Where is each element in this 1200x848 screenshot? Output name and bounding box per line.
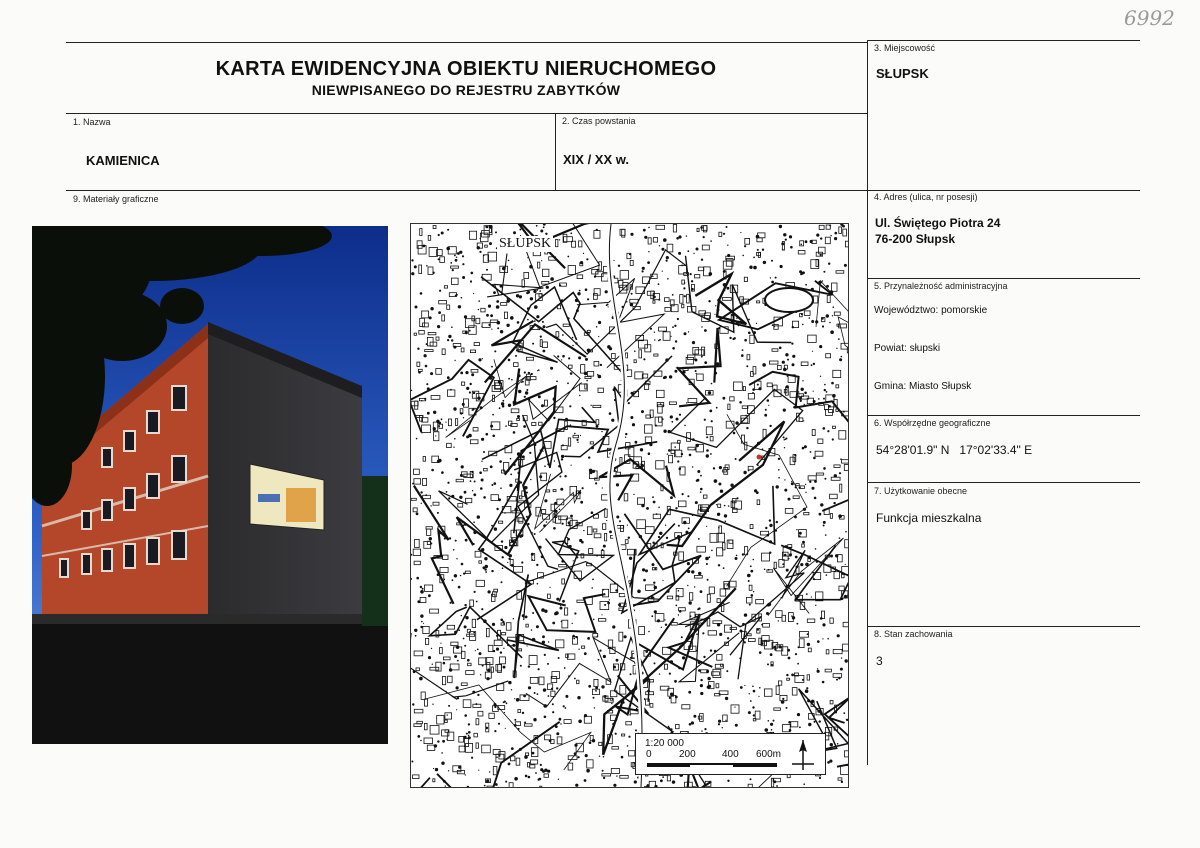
wspolrzedne-label: 6. Współrzędne geograficzne	[874, 418, 991, 428]
rule-under-admin	[868, 415, 1140, 416]
nazwa-label: 1. Nazwa	[73, 117, 111, 127]
adres-line2: 76-200 Słupsk	[875, 232, 956, 246]
scale-tick: 600m	[756, 749, 782, 760]
powiat-value: Powiat: słupski	[874, 343, 941, 354]
miejscowosc-label: 3. Miejscowość	[874, 43, 936, 53]
adres-label: 4. Adres (ulica, nr posesji)	[874, 192, 978, 202]
scale-tick: 400	[722, 749, 739, 760]
scale-tick: 0	[646, 749, 652, 760]
nazwa-value: KAMIENICA	[86, 153, 160, 168]
map-texture	[411, 224, 848, 787]
scale-ratio: 1:20 000	[645, 738, 684, 749]
przynaleznosc-label: 5. Przynależność administracyjna	[874, 281, 1008, 291]
page-title: KARTA EWIDENCYJNA OBIEKTU NIERUCHOMEGO	[215, 58, 717, 80]
scale-bar-segment	[733, 763, 777, 767]
map-place-label: SŁUPSK	[499, 236, 552, 251]
czas-powstania-label: 2. Czas powstania	[562, 116, 636, 126]
building-photo	[32, 226, 388, 744]
rule-under-name	[66, 190, 1140, 191]
rule-under-title	[66, 113, 868, 114]
rule-under-address	[868, 278, 1140, 279]
rule-top-right	[868, 40, 1140, 41]
wspolrzedne-value: 54°28'01.9" N 17°02'33.4" E	[876, 443, 1033, 457]
north-arrow-icon	[788, 738, 818, 772]
rule-vertical-name	[555, 113, 556, 190]
page-subtitle: NIEWPISANEGO DO REJESTRU ZABYTKÓW	[311, 82, 621, 98]
location-map	[410, 223, 849, 788]
uzytkowanie-label: 7. Użytkowanie obecne	[874, 486, 968, 496]
wojewodztwo-value: Województwo: pomorskie	[874, 305, 988, 316]
materialy-label: 9. Materiały graficzne	[73, 194, 159, 204]
gmina-value: Gmina: Miasto Słupsk	[874, 381, 972, 392]
map-scale	[635, 733, 826, 775]
scale-bar-segment	[647, 763, 690, 767]
location-marker	[757, 455, 762, 460]
scale-tick: 200	[679, 749, 696, 760]
rule-vertical-right	[867, 40, 868, 765]
rule-under-coords	[868, 482, 1140, 483]
uzytkowanie-value: Funkcja mieszkalna	[876, 511, 982, 525]
rule-top-left	[66, 42, 868, 43]
czas-powstania-value: XIX / XX w.	[563, 152, 629, 167]
rule-under-usage	[868, 626, 1140, 627]
miejscowosc-value: SŁUPSK	[876, 66, 929, 81]
stan-value: 3	[876, 654, 883, 668]
archive-number: 6992	[1124, 6, 1175, 30]
adres-line1: Ul. Świętego Piotra 24	[875, 216, 1001, 230]
stan-label: 8. Stan zachowania	[874, 629, 953, 639]
